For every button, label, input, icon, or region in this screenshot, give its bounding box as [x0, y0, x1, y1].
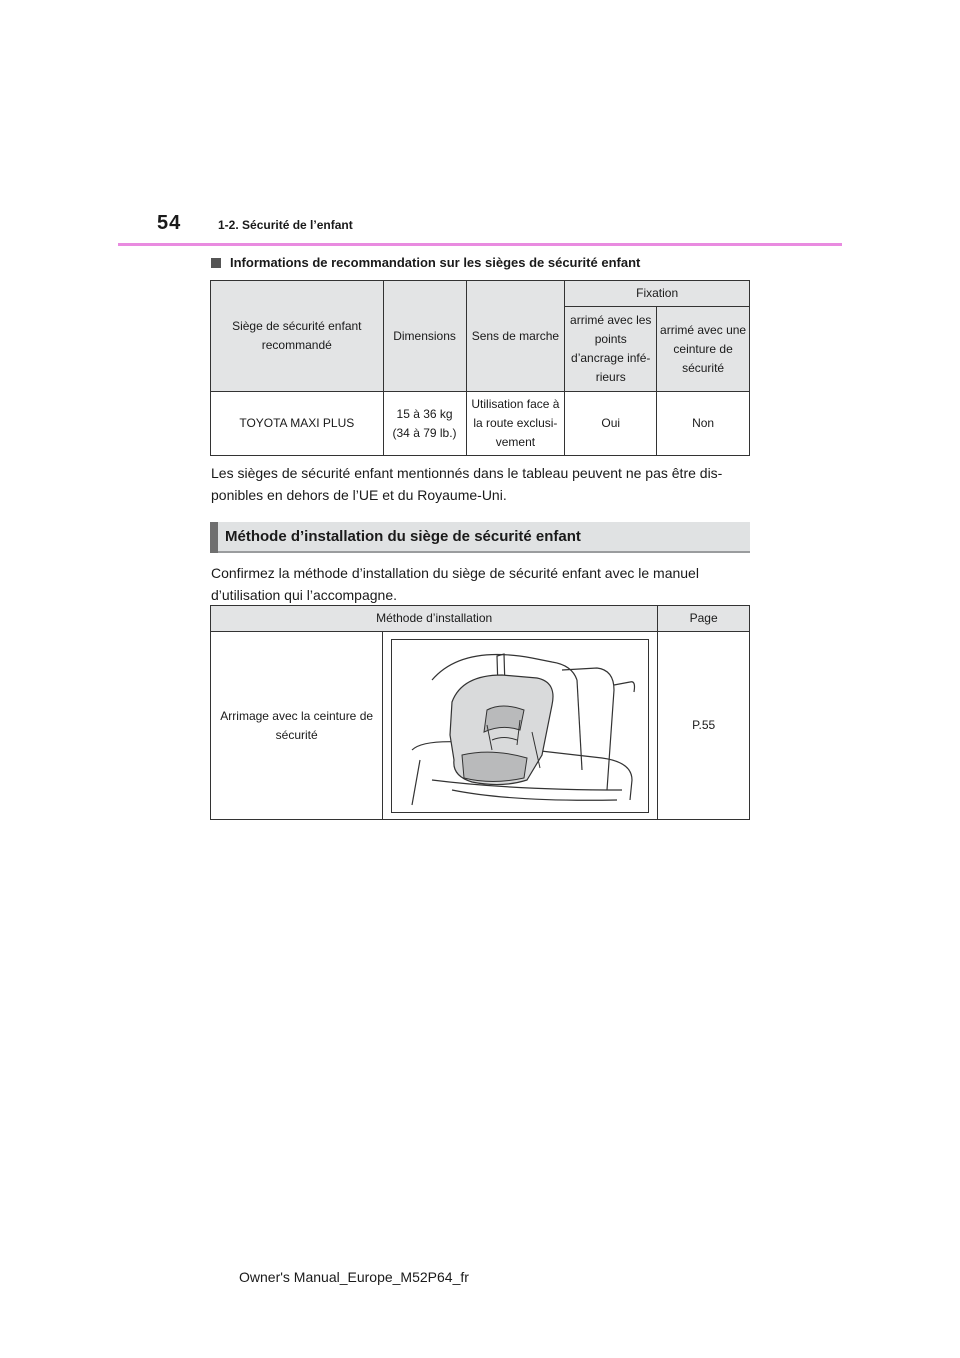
table-row — [211, 392, 750, 456]
cell-illustration — [383, 632, 658, 820]
cell-dimensions-lb: (34 à 79 lb.) — [392, 425, 457, 440]
header-page: Page — [658, 606, 750, 632]
cell-direction: Utilisation face à la route exclusi-vement — [466, 392, 565, 456]
header-fixation-belt: arrimé avec une ceinture de sécurité — [657, 307, 750, 392]
header-fixation-anchor: arrimé avec les points d’ancrage infé-rieurs — [565, 307, 657, 392]
header-fixation: Fixation — [565, 281, 750, 307]
child-seat-on-rear-seat-icon — [392, 640, 648, 812]
recommendation-heading-text: Informations de recommandation sur les sièges de sécurité enfant — [230, 255, 641, 270]
header-direction: Sens de marche — [466, 281, 565, 392]
square-bullet-icon — [211, 258, 221, 268]
table-row — [211, 632, 750, 820]
cell-dimensions — [383, 392, 466, 456]
cell-anchor: Oui — [565, 392, 657, 456]
page-number: 54 — [157, 212, 182, 234]
section-breadcrumb: 1-2. Sécurité de l’enfant — [218, 218, 353, 232]
availability-note: Les sièges de sécurité enfant mentionnés dans le tableau peuvent ne pas être dis-ponibles en dehors de l’UE et du Royaume-Uni. — [211, 465, 723, 503]
banner-accent-bar — [210, 522, 218, 553]
header-divider — [118, 243, 842, 246]
cell-page-ref: P.55 — [658, 632, 750, 820]
child-seat-illustration — [391, 639, 649, 813]
cell-seat: TOYOTA MAXI PLUS — [211, 392, 384, 456]
cell-method: Arrimage avec la ceinture de sécurité — [211, 632, 383, 820]
footer-text: Owner's Manual_Europe_M52P64_fr — [239, 1269, 469, 1285]
section-title: Méthode d’installation du siège de sécurité enfant — [225, 528, 581, 545]
section-banner — [210, 522, 750, 553]
cell-dimensions-kg: 15 à 36 kg — [396, 406, 453, 421]
header-seat: Siège de sécurité enfant recommandé — [211, 281, 384, 392]
header-dimensions: Dimensions — [383, 281, 466, 392]
recommendation-heading — [211, 255, 640, 270]
recommendation-table — [210, 280, 750, 456]
installation-intro: Confirmez la méthode d’installation du siège de sécurité enfant avec le manuel d’utilisation qui l’accompagne. — [211, 565, 699, 603]
installation-method-table — [210, 605, 750, 820]
header-method: Méthode d’installation — [211, 606, 658, 632]
cell-belt: Non — [657, 392, 750, 456]
